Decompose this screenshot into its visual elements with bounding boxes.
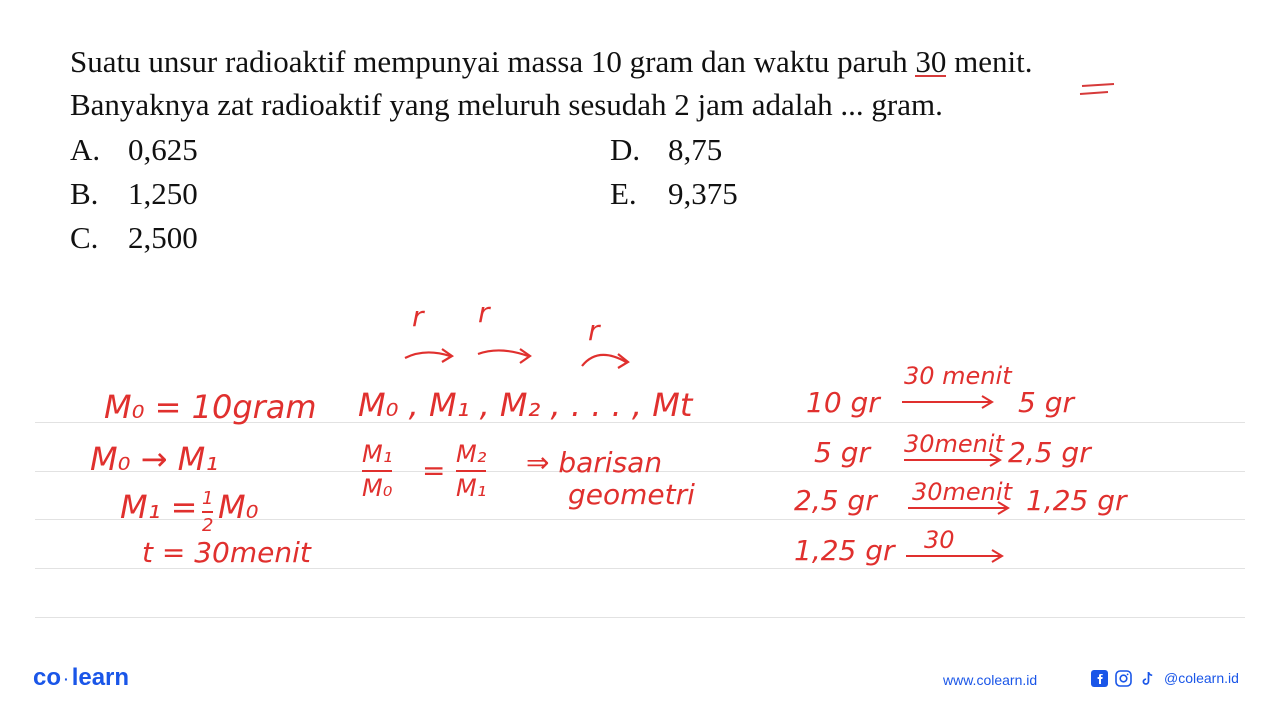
ratio-equals: = bbox=[422, 454, 446, 487]
ruled-line bbox=[35, 519, 1245, 520]
option-a: A. 0,625 bbox=[70, 132, 198, 167]
step-4-label: 30 bbox=[924, 526, 955, 554]
m1-rhs: M₀ bbox=[218, 488, 259, 526]
sequence-terms: M₀ , M₁ , M₂ , . . . , Mt bbox=[358, 386, 693, 424]
facebook-icon[interactable] bbox=[1090, 669, 1108, 687]
question-line-2: Banyaknya zat radioaktif yang meluruh sesudah 2 jam adalah ... gram. bbox=[70, 87, 943, 122]
half-fraction: 1 2 bbox=[202, 488, 214, 536]
ratio-arrows bbox=[400, 340, 640, 380]
option-c: C. 2,500 bbox=[70, 220, 198, 255]
option-d: D. 8,75 bbox=[610, 132, 723, 167]
colearn-logo: co · learn bbox=[33, 664, 130, 691]
step-3-arrow bbox=[906, 500, 1016, 518]
website-link[interactable]: www.colearn.id bbox=[943, 672, 1038, 688]
t-definition: t = 30menit bbox=[142, 536, 311, 569]
social-handle[interactable]: @colearn.id bbox=[1164, 670, 1239, 686]
instagram-icon[interactable] bbox=[1114, 669, 1132, 687]
step-2-to: 2,5 gr bbox=[1008, 436, 1091, 469]
tiktok-icon[interactable] bbox=[1138, 669, 1156, 687]
m0-definition: M₀ = 10gram bbox=[104, 388, 317, 426]
ratio-mark: r bbox=[588, 314, 600, 347]
gram-underline-mark bbox=[1078, 82, 1118, 96]
m0-to-m1: M₀ → M₁ bbox=[90, 440, 219, 478]
step-4-from: 1,25 gr bbox=[794, 534, 895, 567]
ruled-line bbox=[35, 617, 1245, 618]
ratio-m2-m1: M₂ M₁ bbox=[456, 440, 487, 502]
question-text bbox=[70, 40, 1250, 126]
option-e: E. 9,375 bbox=[610, 176, 738, 211]
question-line-1: Suatu unsur radioaktif mempunyai massa 10 gram dan waktu paruh 30 menit. bbox=[70, 44, 1033, 79]
geometric-sequence-label: ⇒ barisan bbox=[526, 446, 663, 479]
geometric-label: geometri bbox=[568, 478, 695, 511]
answer-options bbox=[70, 132, 870, 272]
step-1-from: 10 gr bbox=[806, 386, 880, 419]
step-3-label: 30menit bbox=[912, 478, 1012, 506]
ratio-m1-m0: M₁ M₀ bbox=[362, 440, 393, 502]
step-3-from: 2,5 gr bbox=[794, 484, 877, 517]
ratio-mark: r bbox=[412, 300, 424, 333]
step-3-to: 1,25 gr bbox=[1026, 484, 1127, 517]
step-1-to: 5 gr bbox=[1018, 386, 1074, 419]
step-1-arrow bbox=[900, 394, 1000, 410]
ratio-mark: r bbox=[478, 296, 490, 329]
option-b: B. 1,250 bbox=[70, 176, 198, 211]
underlined-half-life: 30 bbox=[915, 44, 947, 79]
m1-lhs: M₁ = bbox=[120, 488, 198, 526]
step-1-label: 30 menit bbox=[904, 362, 1012, 390]
social-links bbox=[1090, 669, 1239, 687]
step-4-arrow bbox=[904, 548, 1014, 566]
step-2-from: 5 gr bbox=[814, 436, 870, 469]
step-2-label: 30menit bbox=[904, 430, 1004, 458]
step-2-arrow bbox=[902, 452, 1012, 470]
